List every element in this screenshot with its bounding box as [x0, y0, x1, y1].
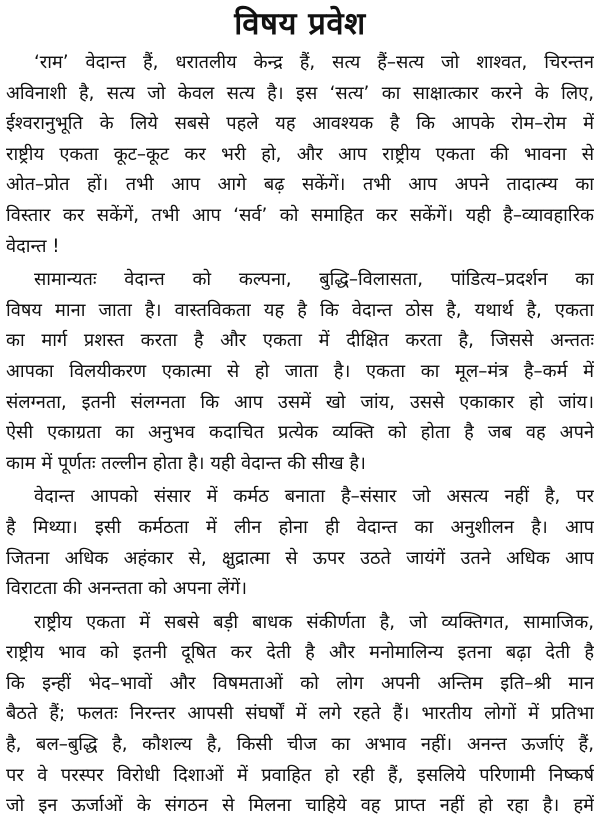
paragraph [6, 482, 594, 604]
text-line: आपका विलयीकरण एकात्मा से हो जाता है। एकता का मूल–मंत्र है–कर्म में [6, 360, 594, 382]
text-line: वेदान्त आपको संसार में कर्मठ बनाता है–संसार जो असत्य नहीं है, पर [34, 486, 594, 508]
text-line: राष्ट्रीय एकता कूट–कूट कर भरी हो, और आप राष्ट्रीय एकता की भावना से [6, 143, 594, 165]
text-line: बैठते हैं; फलतः निरन्तर आपसी संघर्षों में लगे रहते हैं। भारतीय लोगों में प्रतिभा [6, 703, 594, 725]
text-line: राष्ट्रीय भाव को इतनी दूषित कर देती है और मनोमालिन्य इतना बढ़ा देती है [6, 642, 594, 664]
text-line: अविनाशी है, सत्य जो केवल सत्य है। इस ‘सत्य’ का साक्षात्कार करने के लिए, [6, 82, 594, 104]
text-line: है मिथ्या। इसी कर्मठता में लीन होना ही वेदान्त का अनुशीलन है। आप [6, 516, 594, 538]
paragraph [6, 608, 594, 822]
paragraph [6, 265, 594, 479]
text-line: कि इन्हीं भेद–भावों और विषमताओं को लोग अपनी अन्तिम इति–श्री मान [6, 672, 594, 694]
text-line: ईश्वरानुभूति के लिये सबसे पहले यह आवश्यक है कि आपके रोम–रोम में [6, 113, 594, 135]
text-line: काम में पूर्णतः तल्लीन होता है। यही वेदान्त की सीख है। [6, 452, 366, 474]
text-line: विराटता की अनन्तता को अपना लेंगें। [6, 578, 248, 600]
text-line: संलग्नता, इतनी संलग्नता कि आप उसमें खो जांय, उससे एकाकार हो जांय। [6, 391, 594, 413]
text-line: है, बल–बुद्धि है, कौशल्य है, किसी चीज का अभाव नहीं। अनन्त ऊर्जाएं हैं, [6, 734, 594, 756]
paragraph [6, 48, 594, 262]
text-line: सामान्यतः वेदान्त को कल्पना, बुद्धि–विलासता, पांडित्य–प्रदर्शन का [34, 269, 594, 291]
text-line: वेदान्त ! [6, 235, 60, 257]
text-line: जितना अधिक अहंकार से, क्षुद्रात्मा से ऊपर उठते जायंगें उतने अधिक आप [6, 547, 594, 569]
body-text [6, 48, 594, 823]
text-line: विस्तार कर सकेंगें, तभी आप ‘सर्व’ को समाहित कर सकेंगें। यही है–व्यावहारिक [6, 204, 594, 226]
text-line: ऐसी एकाग्रता का अनुभव कदाचित प्रत्येक व्यक्ति को होता है जब वह अपने [6, 422, 594, 444]
text-line: ओत–प्रोत हों। तभी आप आगे बढ़ सकेंगें। तभी आप अपने तादात्म्य का [6, 174, 594, 196]
text-line: का मार्ग प्रशस्त करता है और एकता में दीक्षित करता है, जिससे अन्ततः [6, 330, 594, 352]
text-line: ‘राम’ वेदान्त हैं, धरातलीय केन्द्र हैं, सत्य हैं–सत्य जो शाश्वत, चिरन्तन [34, 52, 594, 73]
text-line: विषय माना जाता है। वास्तविकता यह है कि वेदान्त ठोस है, यथार्थ है, एकता [6, 299, 594, 321]
text-line: जो इन ऊर्जाओं के संगठन से मिलना चाहिये वह प्राप्त नहीं हो रहा है। हमें [6, 795, 594, 817]
text-line: पर वे परस्पर विरोधी दिशाओं में प्रवाहित हो रही हैं, इसलिये परिणामी निष्कर्ष [6, 764, 594, 786]
text-line: राष्ट्रीय एकता में सबसे बड़ी बाधक संकीर्णता है, जो व्यक्तिगत, सामाजिक, [34, 611, 594, 633]
page-title: विषय प्रवेश [234, 6, 366, 42]
